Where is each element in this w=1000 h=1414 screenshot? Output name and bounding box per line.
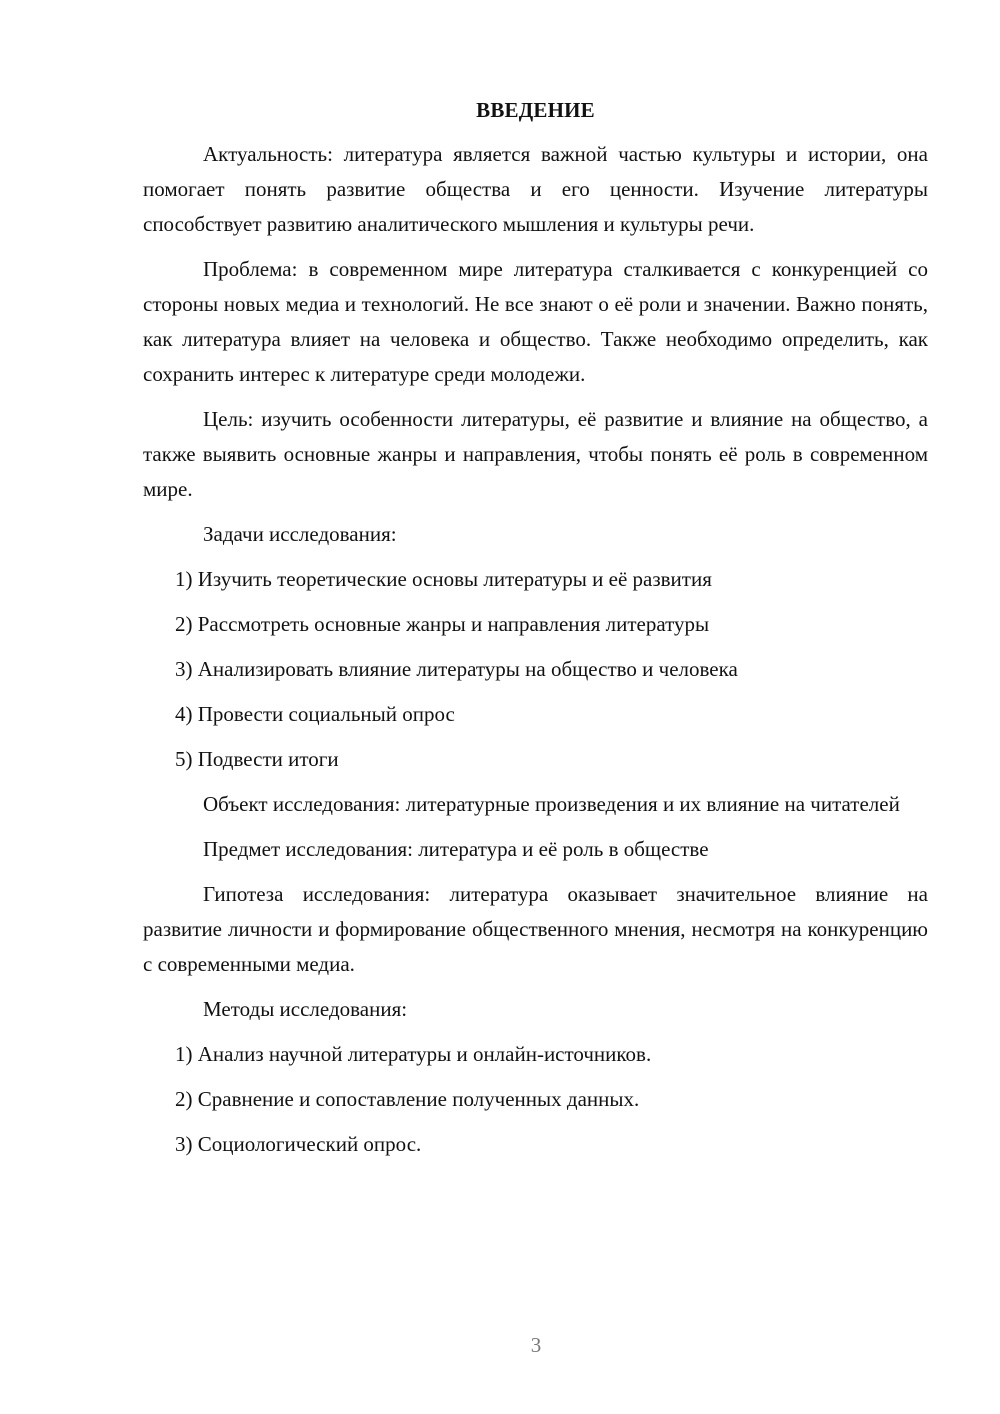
- task-item: 3) Анализировать влияние литературы на общество и человека: [175, 657, 738, 681]
- page-title: ВВЕДЕНИЕ: [476, 98, 595, 122]
- hypothesis-paragraph: Гипотеза исследования: литература оказывает значительное влияние на развитие личности и формирование общественного мнения, несмотря на конкуренцию с современными медиа.: [143, 882, 928, 976]
- method-item: 1) Анализ научной литературы и онлайн-источников.: [175, 1042, 652, 1066]
- goal-paragraph: Цель: изучить особенности литературы, её развитие и влияние на общество, а также выявить основные жанры и направления, чтобы понять её роль в современном мире.: [143, 407, 928, 501]
- task-item: 4) Провести социальный опрос: [175, 702, 455, 726]
- methods-heading: Методы исследования:: [203, 997, 408, 1021]
- problem-paragraph: Проблема: в современном мире литература сталкивается с конкуренцией со стороны новых медиа и технологий. Не все знают о её роли и значении. Важно понять, как литература влияет на человека и общество. Также необходимо определить, как сохранить интерес к литературе среди молодежи.: [143, 257, 928, 386]
- tasks-heading: Задачи исследования:: [203, 522, 397, 546]
- task-item: 1) Изучить теоретические основы литературы и её развития: [175, 567, 712, 591]
- task-item: 2) Рассмотреть основные жанры и направления литературы: [175, 612, 710, 636]
- method-item: 2) Сравнение и сопоставление полученных данных.: [175, 1087, 640, 1111]
- task-item: 5) Подвести итоги: [175, 747, 339, 771]
- page-number: 3: [530, 1333, 542, 1357]
- subject-paragraph: Предмет исследования: литература и её роль в обществе: [203, 837, 709, 861]
- object-paragraph: Объект исследования: литературные произведения и их влияние на читателей: [203, 792, 900, 816]
- document-page: [143, 95, 928, 1172]
- relevance-paragraph: Актуальность: литература является важной частью культуры и истории, она помогает понять развитие общества и его ценности. Изучение литературы способствует развитию аналитического мышления и культуры речи.: [143, 142, 928, 236]
- method-item: 3) Социологический опрос.: [175, 1132, 422, 1156]
